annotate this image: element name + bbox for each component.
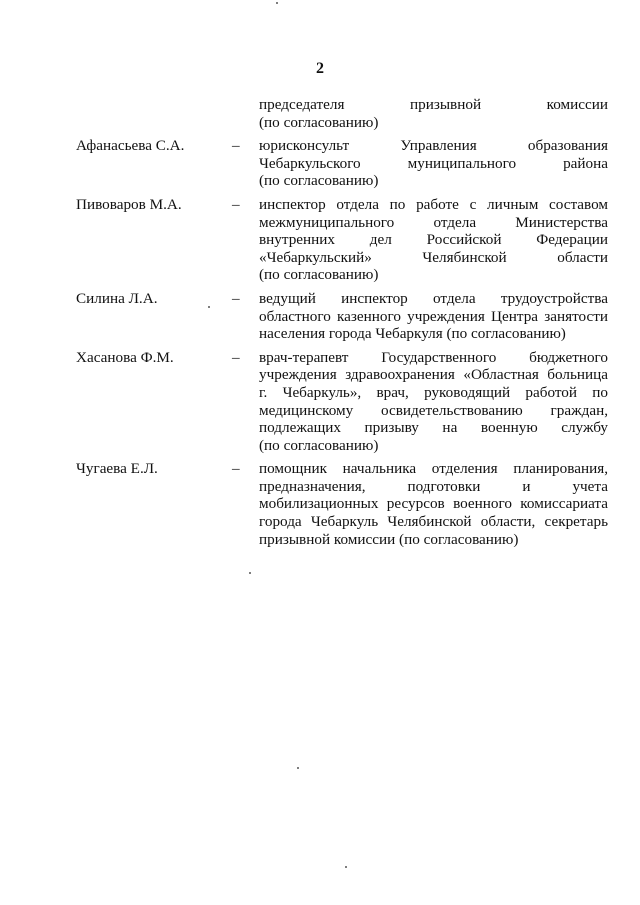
scan-speck bbox=[208, 306, 210, 308]
text-line: председателя призывной комиссии bbox=[259, 96, 608, 113]
commission-roster bbox=[0, 96, 640, 548]
member-name: Силина Л.А. bbox=[76, 289, 158, 307]
text-line: подлежащих призыву на военную службу bbox=[259, 419, 608, 437]
dash-separator: – bbox=[232, 348, 240, 366]
text-line: города Чебаркуль Челябинской области, секретарь bbox=[259, 513, 608, 531]
text-line: призывной комиссии (по согласованию) bbox=[259, 530, 519, 548]
text-line: юрисконсульт Управления образования bbox=[259, 137, 608, 155]
member-entry bbox=[0, 196, 640, 284]
dash-separator: – bbox=[232, 460, 240, 478]
text-line: (по согласованию) bbox=[259, 172, 379, 190]
continuation-entry bbox=[0, 96, 640, 131]
text-line: инспектор отдела по работе с личным составом bbox=[259, 195, 608, 213]
text-line: Чебаркульского муниципального района bbox=[259, 154, 608, 172]
text-line: (по согласованию) bbox=[259, 113, 379, 131]
text-line: населения города Чебаркуля (по согласованию) bbox=[259, 325, 566, 343]
text-line: г. Чебаркуль», врач, руководящий работой по bbox=[259, 383, 608, 401]
text-line: врач-терапевт Государственного бюджетного bbox=[259, 348, 608, 366]
member-name: Афанасьева С.А. bbox=[76, 137, 185, 155]
dash-separator: – bbox=[232, 289, 240, 307]
text-line: (по согласованию) bbox=[259, 266, 379, 284]
text-line: межмуниципального отдела Министерства bbox=[259, 213, 608, 231]
text-line: предназначения, подготовки и учета bbox=[259, 477, 608, 495]
member-name: Хасанова Ф.М. bbox=[76, 348, 174, 366]
text-line: мобилизационных ресурсов военного комиссариата bbox=[259, 495, 608, 513]
member-entry bbox=[0, 137, 640, 190]
member-position bbox=[259, 349, 608, 455]
member-position bbox=[259, 137, 608, 190]
scan-speck bbox=[297, 767, 299, 769]
text-line: учреждения здравоохранения «Областная больница bbox=[259, 366, 608, 384]
text-line: внутренних дел Российской Федерации bbox=[259, 231, 608, 249]
dash-separator: – bbox=[232, 195, 240, 213]
member-position bbox=[259, 290, 608, 343]
member-name: Пивоваров М.А. bbox=[76, 195, 182, 213]
dash-separator: – bbox=[232, 137, 240, 155]
member-entry bbox=[0, 349, 640, 455]
text-line: (по согласованию) bbox=[259, 436, 379, 454]
text-line: помощник начальника отделения планирования, bbox=[259, 460, 608, 478]
scan-speck bbox=[276, 2, 278, 4]
member-entry bbox=[0, 290, 640, 343]
text-line: «Чебаркульский» Челябинской области bbox=[259, 248, 608, 266]
continuation-description bbox=[259, 96, 608, 131]
text-line: ведущий инспектор отдела трудоустройства bbox=[259, 289, 608, 307]
page-number: 2 bbox=[316, 60, 324, 77]
scan-speck bbox=[249, 572, 251, 574]
member-position bbox=[259, 196, 608, 284]
text-line: медицинскому освидетельствованию граждан, bbox=[259, 401, 608, 419]
member-position bbox=[259, 460, 608, 548]
scan-speck bbox=[345, 866, 347, 868]
member-entry bbox=[0, 460, 640, 548]
text-line: областного казенного учреждения Центра занятости bbox=[259, 307, 608, 325]
member-name: Чугаева Е.Л. bbox=[76, 460, 158, 478]
